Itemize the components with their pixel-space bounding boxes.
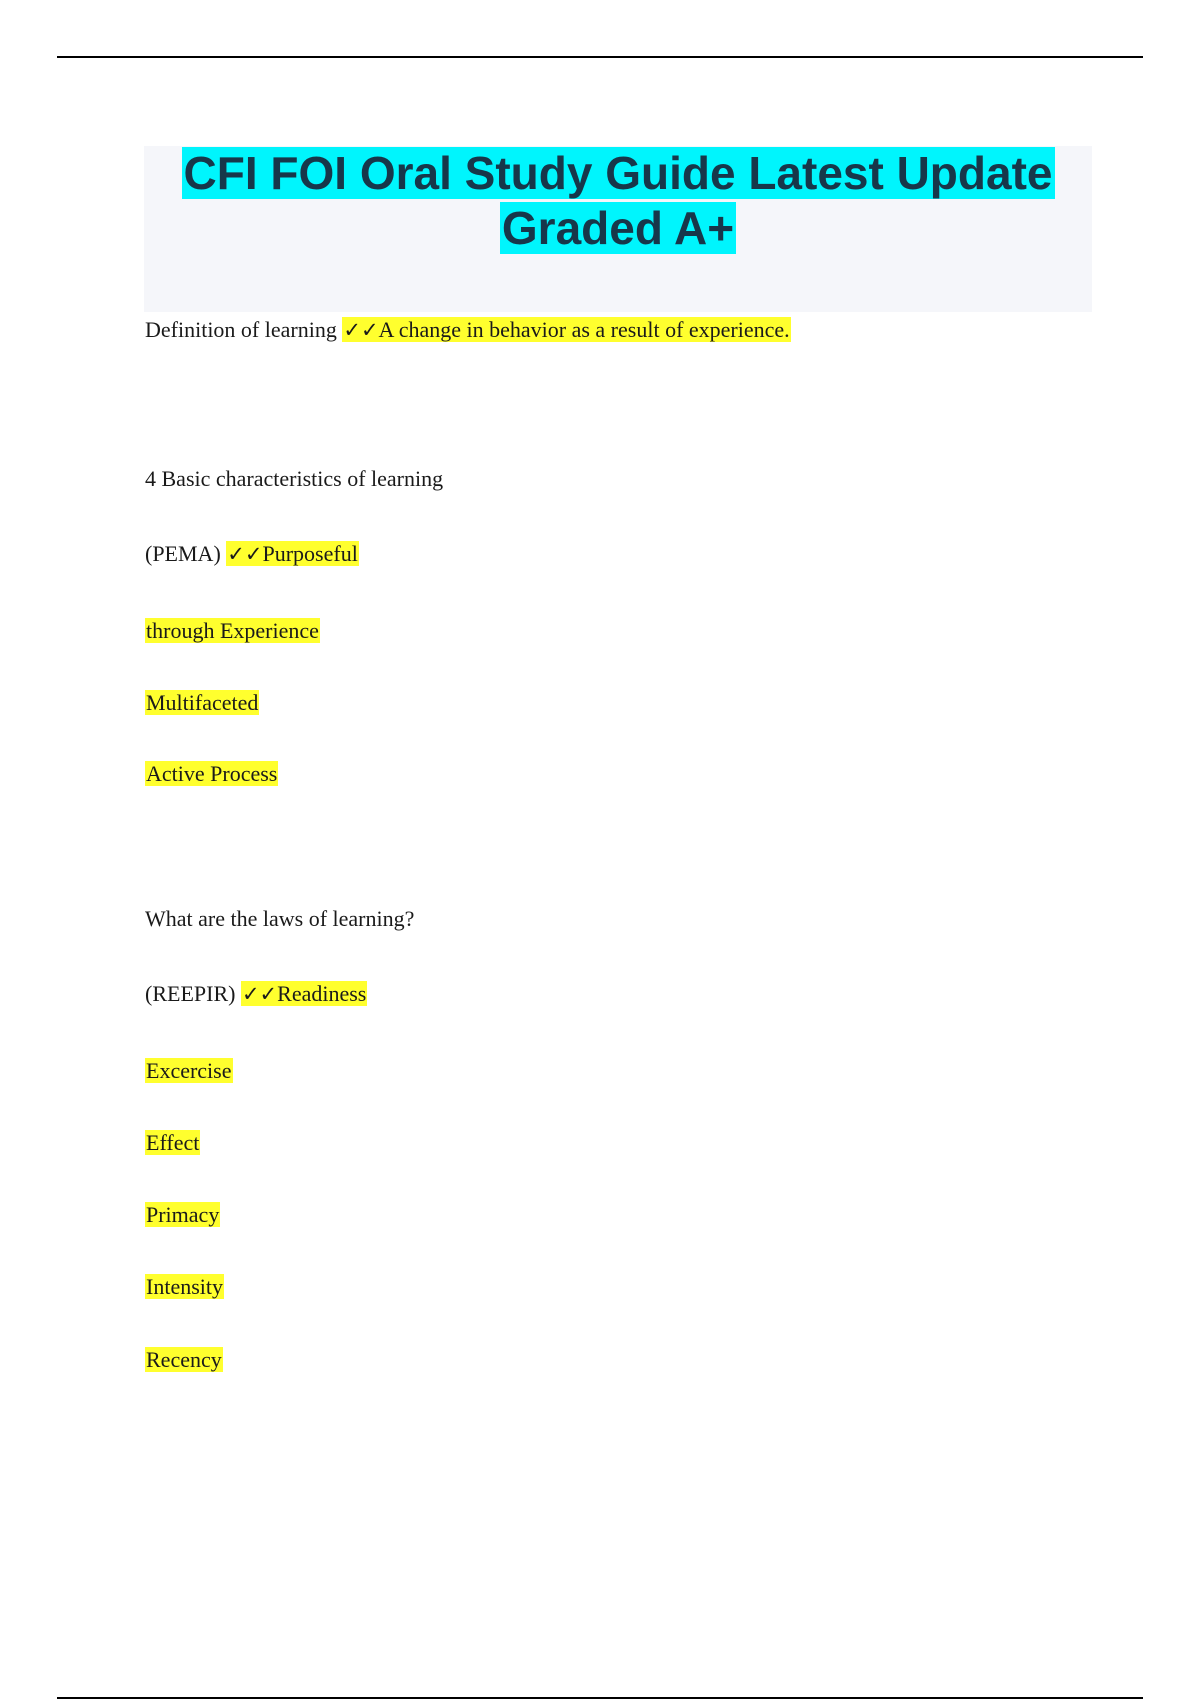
characteristic-item-1: ✓✓Purposeful bbox=[227, 541, 358, 566]
law-item-3: Effect bbox=[146, 1130, 200, 1155]
characteristic-item-3: Multifaceted bbox=[146, 690, 259, 715]
law-item-6: Recency bbox=[146, 1347, 222, 1372]
checkmark-icon: ✓✓ bbox=[227, 542, 263, 566]
characteristics-heading: 4 Basic characteristics of learning bbox=[145, 466, 444, 491]
laws-answer-row bbox=[145, 979, 367, 1009]
laws-heading: What are the laws of learning? bbox=[145, 906, 415, 931]
title-line-1: CFI FOI Oral Study Guide Latest Update bbox=[183, 147, 1053, 199]
characteristic-item-2: through Experience bbox=[146, 618, 319, 643]
definition-answer-highlight bbox=[342, 317, 790, 342]
checkmark-icon: ✓✓ bbox=[241, 982, 278, 1006]
law-item-5: Intensity bbox=[146, 1274, 223, 1299]
title-line-2: Graded A+ bbox=[501, 202, 735, 254]
characteristics-prefix: (PEMA) bbox=[145, 541, 227, 566]
law-item-1: ✓✓Readiness bbox=[241, 981, 367, 1006]
document-title bbox=[144, 146, 1092, 312]
law-item-4: Primacy bbox=[146, 1202, 220, 1227]
law-item-2: Excercise bbox=[146, 1058, 232, 1083]
characteristics-answer-row bbox=[145, 539, 359, 569]
top-rule bbox=[57, 56, 1143, 58]
bottom-rule bbox=[57, 1697, 1143, 1699]
definition-row bbox=[145, 315, 791, 345]
definition-answer: A change in behavior as a result of experience. bbox=[378, 317, 790, 342]
laws-prefix: (REEPIR) bbox=[145, 981, 241, 1006]
characteristic-item-4: Active Process bbox=[146, 761, 278, 786]
definition-question: Definition of learning bbox=[145, 317, 343, 342]
checkmark-icon: ✓✓ bbox=[343, 318, 379, 342]
